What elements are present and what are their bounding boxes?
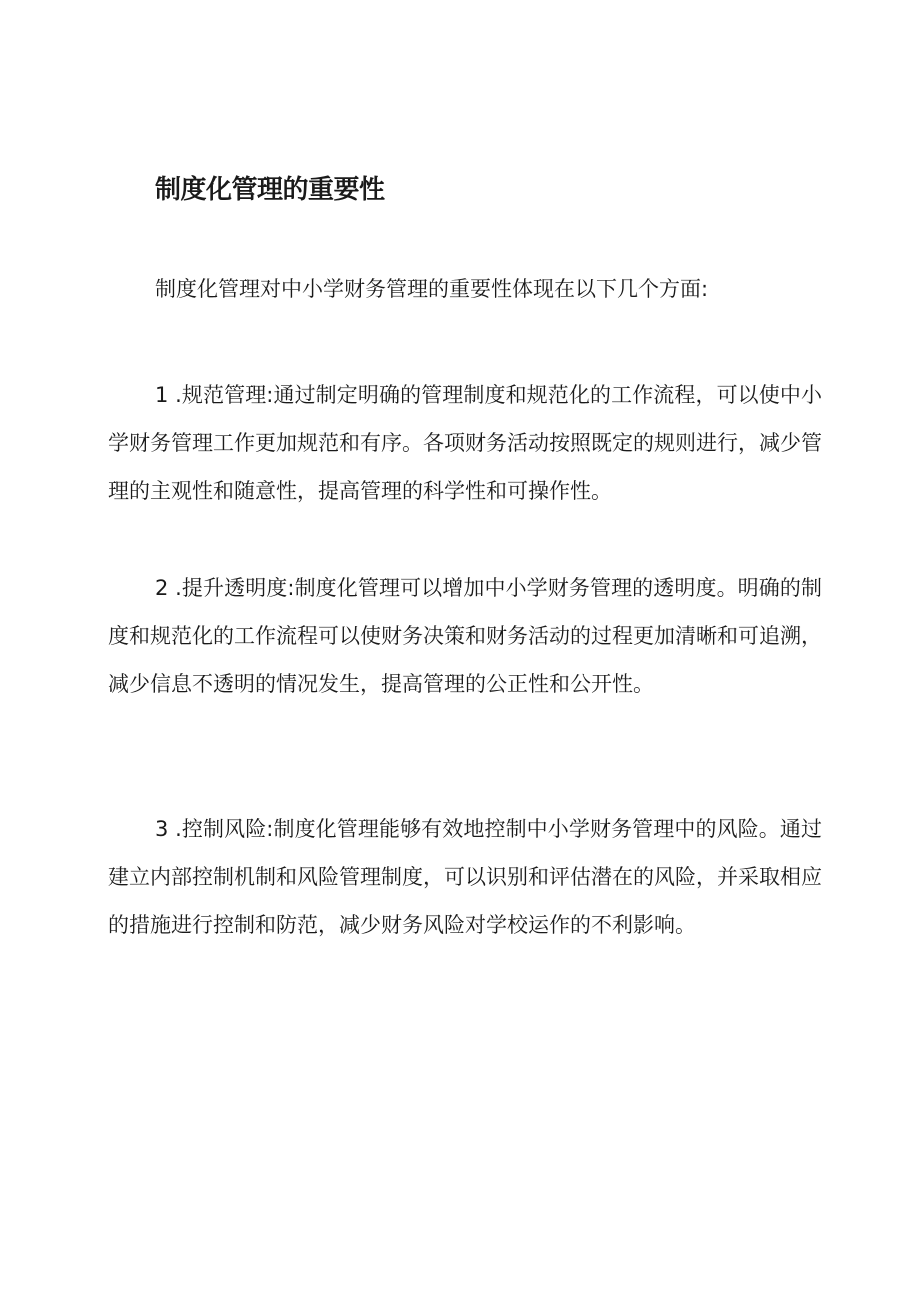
point-paragraph-1: 1 .规范管理:通过制定明确的管理制度和规范化的工作流程，可以使中小学财务管理工作更加规范和有序。各项财务活动按照既定的规则进行，减少管理的主观性和随意性，提高管理的科学性和可操作性。 (108, 383, 822, 503)
point-paragraph-2: 2 .提升透明度:制度化管理可以增加中小学财务管理的透明度。明确的制度和规范化的工作流程可以使财务决策和财务活动的过程更加清晰和可追溯，减少信息不透明的情况发生，提高管理的公正性和公开性。 (108, 576, 822, 696)
document-title: 制度化管理的重要性 (155, 175, 385, 205)
point-paragraph-3: 3 .控制风险:制度化管理能够有效地控制中小学财务管理中的风险。通过建立内部控制机制和风险管理制度，可以识别和评估潜在的风险，并采取相应的措施进行控制和防范，减少财务风险对学校运作的不利影响。 (108, 817, 822, 937)
intro-paragraph: 制度化管理对中小学财务管理的重要性体现在以下几个方面: (155, 277, 709, 301)
